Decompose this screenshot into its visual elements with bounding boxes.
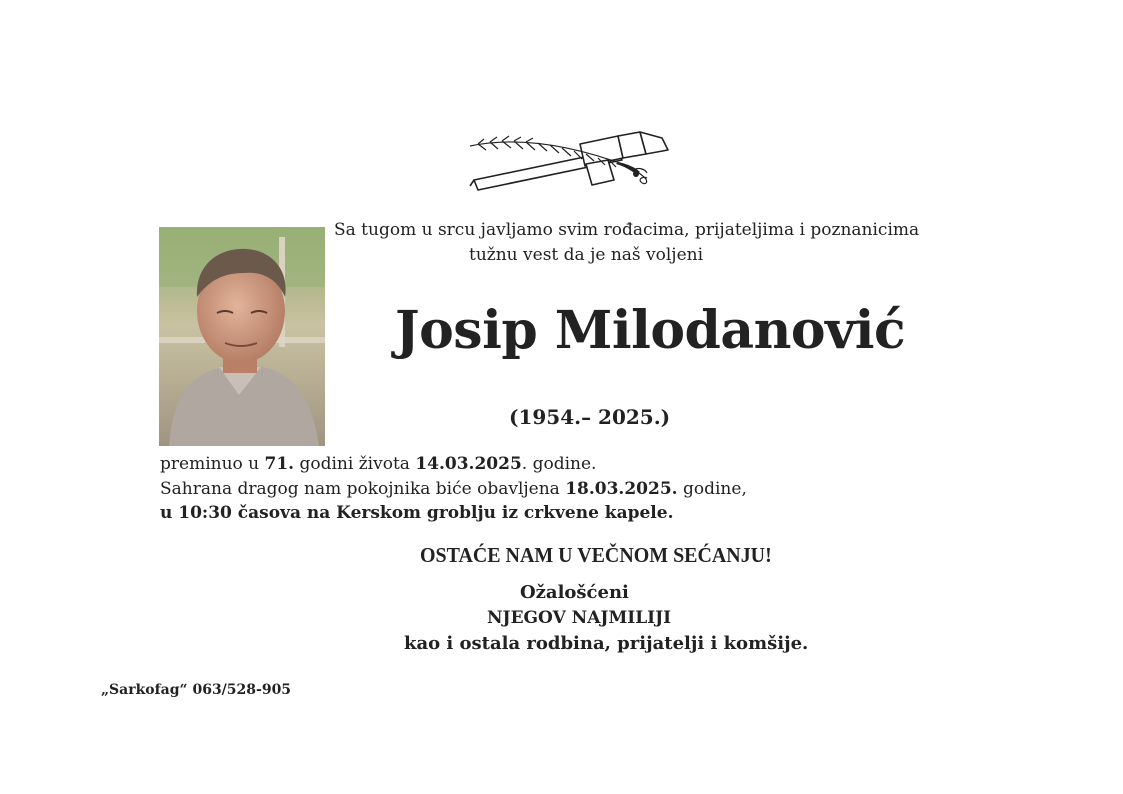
motto: OSTAĆE NAM U VEČNOM SEĆANJU! xyxy=(420,543,772,567)
death-text-post: . godine. xyxy=(521,454,597,474)
death-text-mid: godini života xyxy=(294,454,416,474)
mourners-family: NJEGOV NAJMILIJI xyxy=(487,608,672,628)
cross-icon xyxy=(468,130,680,192)
portrait-photo xyxy=(159,227,325,446)
funeral-text-pre: Sahrana dragog nam pokojnika biće obavljena xyxy=(160,479,566,499)
funeral-info xyxy=(160,477,747,501)
death-text-pre: preminuo u xyxy=(160,454,265,474)
funeral-agency: „Sarkofag“ 063/528-905 xyxy=(101,682,292,698)
deceased-name: Josip Milodanović xyxy=(395,300,906,361)
intro-line-2: tužnu vest da je naš voljeni xyxy=(469,245,704,265)
intro-line-1: Sa tugom u srcu javljamo svim rođacima, prijateljima i poznanicima xyxy=(334,220,920,240)
life-years: (1954.– 2025.) xyxy=(509,405,671,429)
death-age: 71. xyxy=(264,454,295,474)
portrait-image xyxy=(159,227,325,446)
funeral-date: 18.03.2025. xyxy=(565,479,678,499)
funeral-time-place: u 10:30 časova na Kerskom groblju iz crkvene kapele. xyxy=(160,503,674,523)
death-info xyxy=(160,452,596,476)
mourners-heading: Ožalošćeni xyxy=(520,582,629,603)
death-date: 14.03.2025 xyxy=(415,454,522,474)
funeral-text-post: godine, xyxy=(677,479,747,499)
mourners-others: kao i ostala rodbina, prijatelji i komšije. xyxy=(404,633,809,654)
